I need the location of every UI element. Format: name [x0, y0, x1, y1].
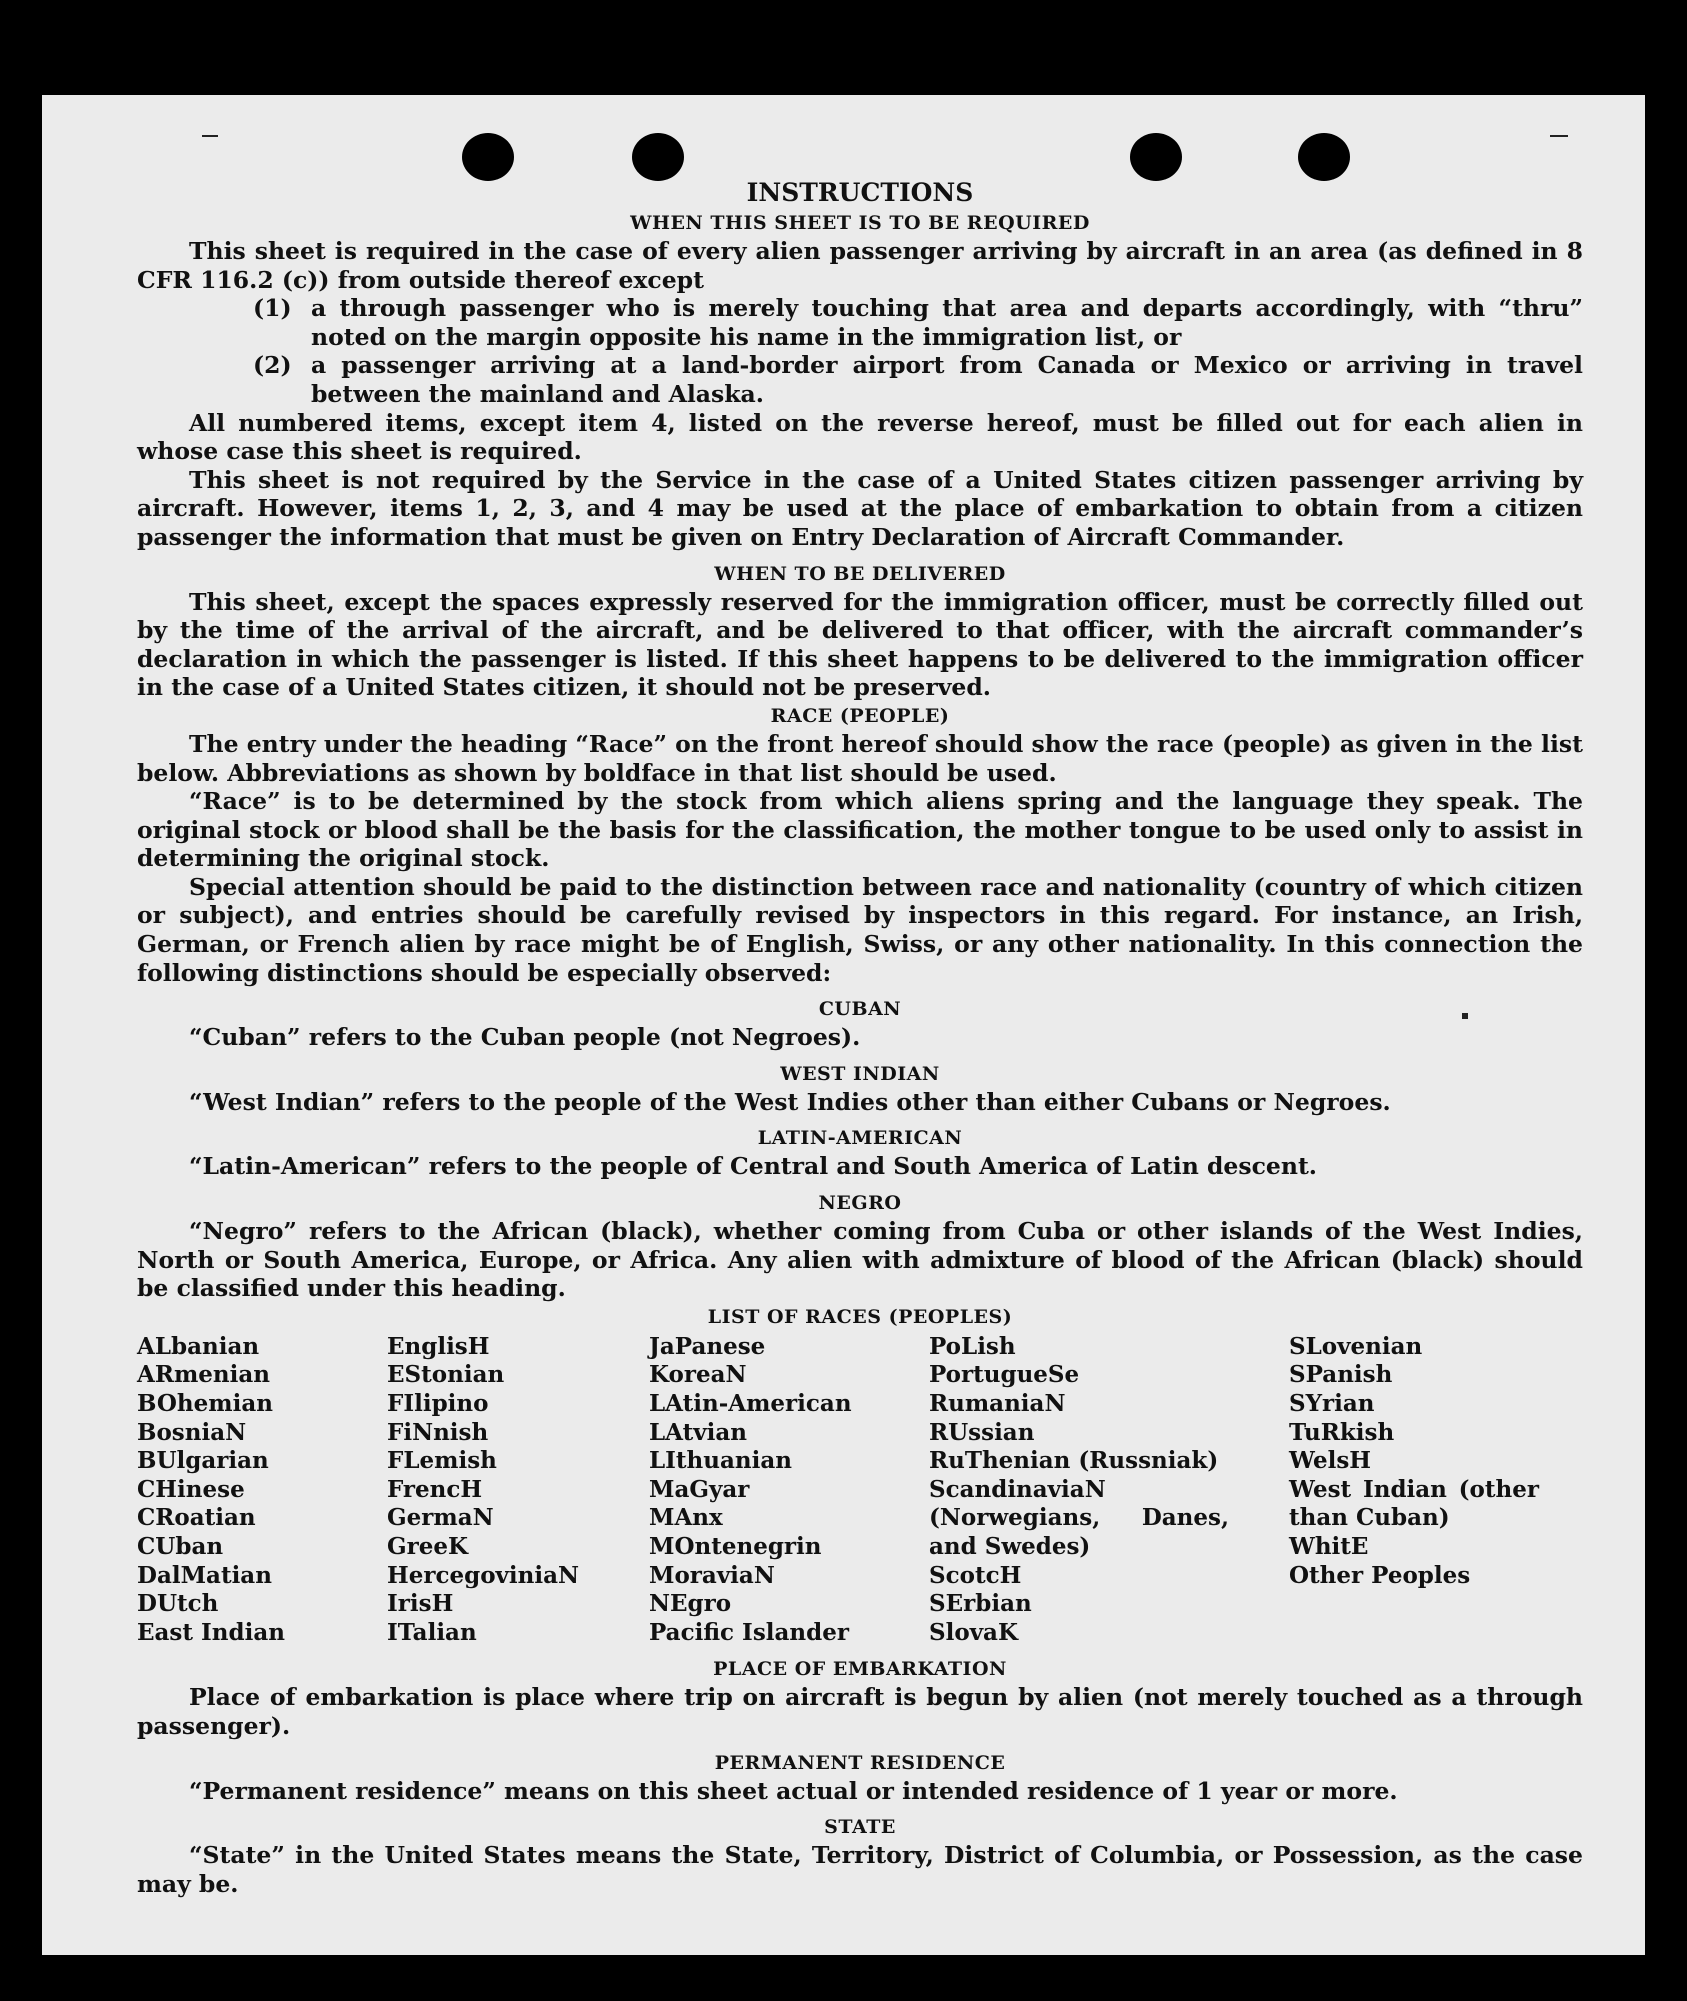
race-entry: LAtin-American: [649, 1390, 852, 1417]
race-entry: EnglisH: [387, 1332, 490, 1360]
race-entry: FrencH: [387, 1475, 483, 1503]
west-indian-text: “West Indian” refers to the people of the West Indies other than either Cubans or Negroes.: [189, 1087, 1391, 1116]
heading-embarkation: PLACE OF EMBARKATION: [713, 1658, 1007, 1681]
exception-item-number: (2): [253, 351, 292, 380]
race-entry: ALbanian: [137, 1332, 260, 1360]
latin-american-text: “Latin-American” refers to the people of Central and South America of Latin descent.: [189, 1152, 1317, 1181]
when-delivered-text: This sheet, except the spaces expressly reserved for the immigration officer, must be correctly filled out by the time of the arrival of the aircraft, and be delivered to that officer, with the aircraft commander’s declaration in which the passenger is listed. If this sheet happens to be delivered to the immigration officer in the case of a United States citizen, it should not be preserved.: [137, 587, 1583, 702]
race-entry: ARmenian: [137, 1361, 271, 1389]
races-column-5: [1289, 1333, 1539, 1648]
state-text: “State” in the United States means the State, Territory, District of Columbia, or Possession, as the case may be.: [137, 1841, 1583, 1898]
race-entry: MOntenegrin: [649, 1532, 822, 1560]
heading-state: STATE: [824, 1816, 896, 1839]
races-column-2: [387, 1333, 649, 1648]
race-entry: East Indian: [137, 1618, 285, 1646]
instructions-content: [137, 177, 1583, 1898]
race-entry: DalMatian: [137, 1561, 272, 1589]
when-required-intro: This sheet is required in the case of every alien passenger arriving by aircraft in an area (as defined in 8 CFR 116.2 (c)) from outside thereof except: [137, 237, 1583, 294]
punch-hole: [632, 133, 684, 181]
race-entry: BOhemian: [137, 1390, 273, 1417]
exception-item-number: (1): [253, 294, 292, 323]
race-entry: CUban: [137, 1532, 224, 1560]
race-entry: IrisH: [387, 1590, 454, 1618]
race-entry: DUtch: [137, 1590, 219, 1618]
races-list: [137, 1333, 1583, 1648]
race-paragraph-1: The entry under the heading “Race” on the front hereof should show the race (people) as given in the list below. Abbreviations as shown by boldface in that list should be used.: [137, 729, 1583, 787]
race-paragraph-3: Special attention should be paid to the distinction between race and nationality (country of which citizen or subject), and entries should be carefully revised by inspectors in this regard. For instance, an Irish, German, or French alien by race might be of English, Swiss, or any other nationality. In this connection the following distinctions should be especially observed:: [137, 872, 1583, 987]
race-entry: CRoatian: [137, 1504, 256, 1532]
exception-item: [137, 294, 1583, 351]
races-column-3: [649, 1333, 929, 1648]
race-entry: GreeK: [387, 1532, 469, 1560]
race-entry: SlovaK: [929, 1618, 1018, 1646]
race-entry: NEgro: [649, 1590, 732, 1618]
punch-hole: [1130, 133, 1182, 181]
scan-mark: [202, 135, 218, 137]
race-entry: TuRkish: [1289, 1418, 1395, 1446]
race-entry: SErbian: [929, 1590, 1032, 1618]
race-entry: MoraviaN: [649, 1561, 775, 1589]
race-entry: EStonian: [387, 1361, 505, 1389]
document-sheet: [42, 95, 1645, 1955]
page-title: INSTRUCTIONS: [746, 178, 974, 207]
race-entry: BosniaN: [137, 1418, 247, 1446]
race-entry: BUlgarian: [137, 1447, 269, 1475]
race-entry: KoreaN: [649, 1361, 747, 1389]
heading-west-indian: WEST INDIAN: [780, 1062, 940, 1085]
citizen-paragraph: This sheet is not required by the Service in the case of a United States citizen passenger arriving by aircraft. However, items 1, 2, 3, and 4 may be used at the place of embarkation to obtain from a citizen passenger the information that must be given on Entry Declaration of Aircraft Commander.: [137, 465, 1583, 551]
embarkation-text: Place of embarkation is place where trip on aircraft is begun by alien (not merely touched as a through passenger).: [137, 1683, 1583, 1740]
race-entry: West Indian (other than Cuban): [1289, 1475, 1539, 1532]
race-entry: GermaN: [387, 1504, 494, 1532]
race-entry: SLovenian: [1289, 1332, 1423, 1360]
punch-hole: [462, 133, 514, 181]
race-entry: RumaniaN: [929, 1390, 1066, 1417]
race-entry: LIthuanian: [649, 1447, 792, 1475]
race-entry: WhitE: [1289, 1532, 1369, 1560]
race-entry: Pacific Islander: [649, 1618, 849, 1646]
race-entry: CHinese: [137, 1475, 245, 1503]
race-entry: MAnx: [649, 1504, 723, 1532]
exception-item: [137, 351, 1583, 408]
race-entry: Other Peoples: [1289, 1561, 1471, 1589]
punch-hole: [1298, 133, 1350, 181]
race-entry: MaGyar: [649, 1475, 750, 1503]
race-entry: SYrian: [1289, 1390, 1375, 1417]
races-column-1: [137, 1333, 387, 1648]
numbered-items-paragraph: All numbered items, except item 4, listed on the reverse hereof, must be filled out for each alien in whose case this sheet is required.: [137, 408, 1583, 466]
race-entry: FiNnish: [387, 1418, 489, 1446]
races-column-4: [929, 1333, 1229, 1648]
heading-race: RACE (PEOPLE): [770, 704, 950, 727]
exception-item-text: a through passenger who is merely touching that area and departs accordingly, with “thru” noted on the margin opposite his name in the immigration list, or: [311, 294, 1583, 351]
race-entry: HercegoviniaN: [387, 1561, 580, 1589]
race-entry: FIlipino: [387, 1390, 489, 1417]
heading-when-delivered: WHEN TO BE DELIVERED: [714, 562, 1006, 585]
race-entry: FLemish: [387, 1447, 497, 1475]
negro-text: “Negro” refers to the African (black), whether coming from Cuba or other islands of the West Indies, North or South America, Europe, or Africa. Any alien with admixture of blood of the African (black) should be classified under this heading.: [137, 1217, 1583, 1303]
race-entry: PoLish: [929, 1332, 1016, 1360]
scan-mark: [1550, 135, 1568, 137]
heading-permanent-residence: PERMANENT RESIDENCE: [714, 1751, 1006, 1774]
race-entry: PortugueSe: [929, 1361, 1080, 1389]
heading-cuban: CUBAN: [818, 998, 902, 1021]
race-paragraph-2: “Race” is to be determined by the stock from which aliens spring and the language they speak. The original stock or blood shall be the basis for the classification, the mother tongue to be used only to assist in determining the original stock.: [137, 787, 1583, 873]
race-entry: ITalian: [387, 1618, 477, 1646]
race-entry: RUssian: [929, 1418, 1035, 1446]
exception-item-text: a passenger arriving at a land-border airport from Canada or Mexico or arriving in travel between the mainland and Alaska.: [311, 351, 1583, 408]
cuban-text: “Cuban” refers to the Cuban people (not Negroes).: [189, 1023, 861, 1052]
heading-latin-american: LATIN-AMERICAN: [757, 1127, 963, 1150]
race-entry: ScotcH: [929, 1561, 1022, 1589]
race-entry: WelsH: [1289, 1447, 1372, 1475]
race-entry: SPanish: [1289, 1361, 1393, 1389]
heading-list-of-races: LIST OF RACES (PEOPLES): [707, 1305, 1013, 1328]
race-entry: JaPanese: [649, 1332, 766, 1360]
race-entry: ScandinaviaN (Norwegians, Danes, and Swedes): [929, 1475, 1229, 1560]
residence-text: “Permanent residence” means on this sheet actual or intended residence of 1 year or more.: [189, 1776, 1398, 1805]
race-entry: LAtvian: [649, 1418, 747, 1446]
heading-when-required: WHEN THIS SHEET IS TO BE REQUIRED: [630, 212, 1090, 234]
race-entry: RuThenian (Russniak): [929, 1447, 1219, 1475]
heading-negro: NEGRO: [818, 1192, 902, 1215]
